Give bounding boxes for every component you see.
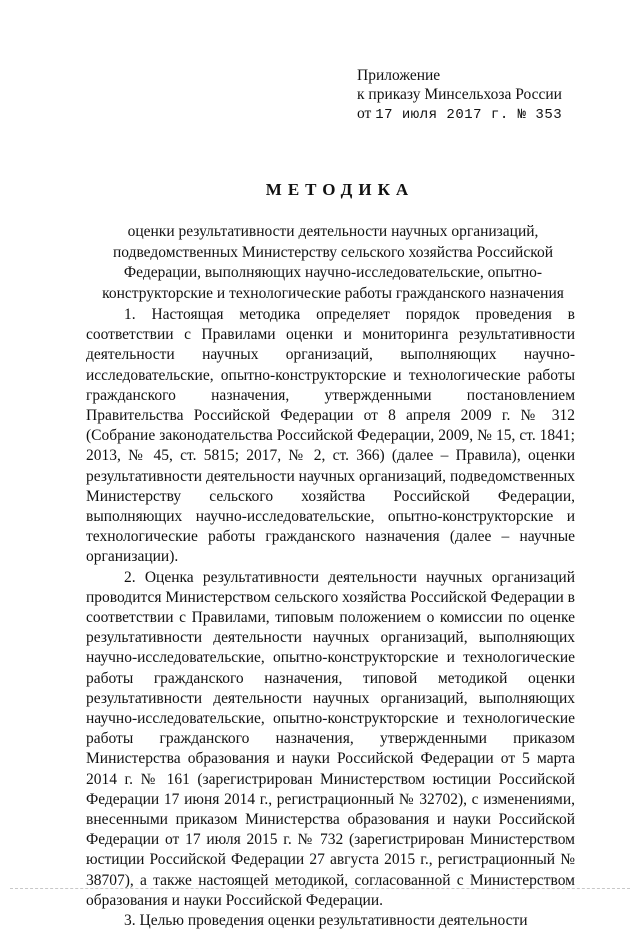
- appendix-label: Приложение: [357, 67, 441, 84]
- document-body: [86, 305, 575, 931]
- appendix-block: [357, 66, 562, 125]
- scan-footer-line: [10, 888, 630, 889]
- appendix-date-line: [357, 104, 562, 125]
- appendix-date-number: 17 июля 2017 г. № 353: [375, 107, 563, 123]
- appendix-date-prefix: от: [357, 105, 376, 122]
- paragraph-3: 3. Целью проведения оценки результативности деятельности: [124, 912, 528, 930]
- document-subtitle: оценки результативности деятельности научных организаций, подведомственных Министерству сельского хозяйства Российской Федерации, выполняющих научно-исследовательские, опытно-конструкторские и технологические работы гражданского назначения: [102, 223, 564, 302]
- document-title: МЕТОДИКА: [265, 180, 415, 199]
- paragraph-2: 2. Оценка результативности деятельности научных организаций проводится Министерством сельского хозяйства Российской Федерации в соответствии с Правилами, типовым положением о комиссии по оценке результативности деятельности научных организаций, выполняющих научно-исследовательские, опытно-конструкторские и технологические работы гражданского назначения, типовой методикой оценки результативности деятельности научных организаций, выполняющих научно-исследовательские, опытно-конструкторские и технологические работы гражданского назначения, утвержденными приказом Министерства образования и науки Российской Федерации от 5 марта 2014 г. № 161 (зарегистрирован Министерством юстиции Российской Федерации 17 июня 2014 г., регистрационный № 32702), с изменениями, внесенными приказом Министерства образования и науки Российской Федерации от 17 июля 2015 г. № 732 (зарегистрирован Министерством юстиции Российской Федерации 27 августа 2015 г., регистрационный № 38707), а также настоящей методикой, согласованной с Министерством образования и науки Российской Федерации.: [86, 568, 575, 909]
- appendix-order-ref: к приказу Минсельхоза России: [357, 86, 562, 103]
- paragraph-1: 1. Настоящая методика определяет порядок проведения в соответствии с Правилами оценки и мониторинга результативности деятельности научных организаций, выполняющих научно-исследовательские, опытно-конструкторские и технологические работы гражданского назначения, утвержденными постановлением Правительства Российской Федерации от 8 апреля 2009 г. № 312 (Собрание законодательства Российской Федерации, 2009, № 15, ст. 1841; 2013, № 45, ст. 5815; 2017, № 2, ст. 366) (далее – Правила), оценки результативности деятельности научных организаций, подведомственных Министерству сельского хозяйства Российской Федерации, выполняющих научно-исследовательские, опытно-конструкторские и технологические работы гражданского назначения (далее – научные организации).: [86, 306, 575, 566]
